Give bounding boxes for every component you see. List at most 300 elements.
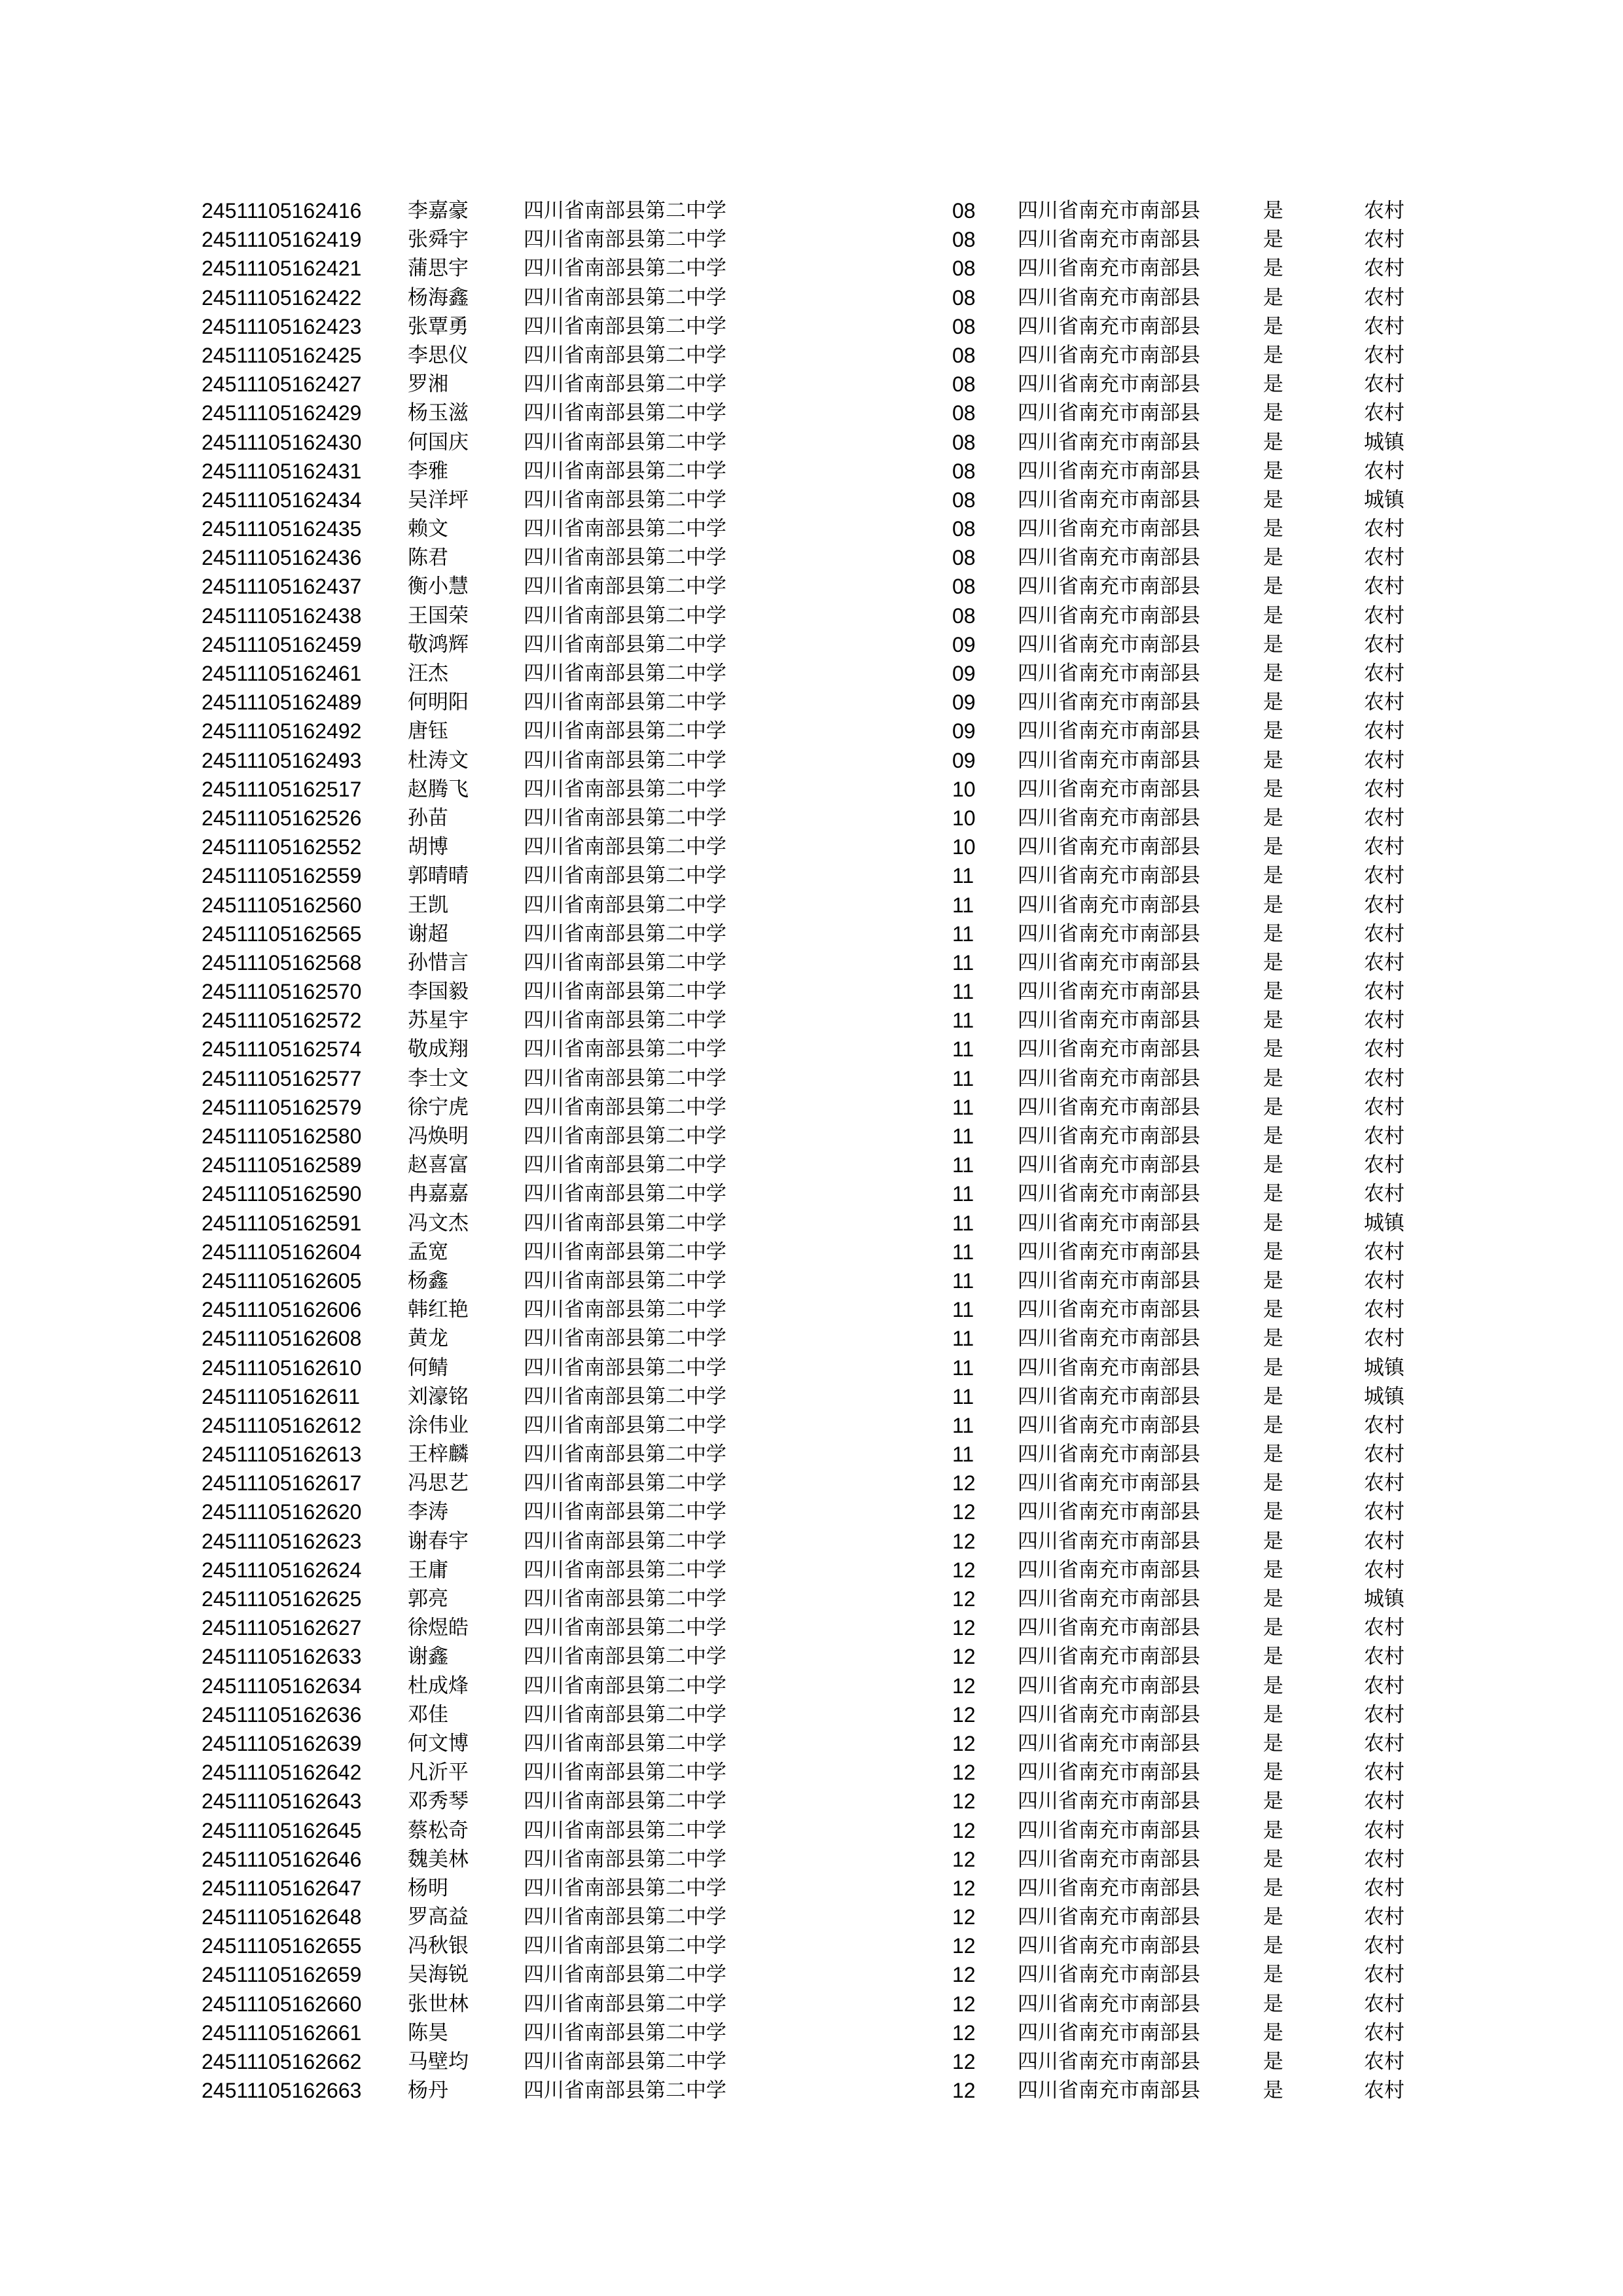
home-region: 四川省南充市南部县	[1018, 603, 1200, 628]
student-name: 凡沂平	[408, 1761, 469, 1785]
home-region: 四川省南充市南部县	[1018, 199, 1200, 223]
residence-type: 农村	[1364, 1124, 1404, 1148]
table-row	[202, 1440, 1432, 1469]
student-name: 赵腾飞	[408, 777, 469, 801]
residence-type: 农村	[1364, 1616, 1404, 1640]
eligibility-flag: 是	[1263, 1298, 1283, 1322]
student-id: 24511105162459	[202, 632, 362, 656]
student-name: 何鲭	[408, 1355, 448, 1380]
table-row	[202, 1179, 1432, 1208]
table-row	[202, 196, 1432, 225]
table-row	[202, 1266, 1432, 1295]
table-row	[202, 1556, 1432, 1585]
student-id: 24511105162611	[202, 1384, 361, 1408]
class-number: 08	[952, 459, 976, 483]
student-name: 王庸	[408, 1558, 448, 1582]
school-name: 四川省南部县第二中学	[524, 1327, 726, 1351]
residence-type: 农村	[1364, 1818, 1404, 1842]
home-region: 四川省南充市南部县	[1018, 1413, 1200, 1437]
school-name: 四川省南部县第二中学	[524, 228, 726, 252]
student-id: 24511105162421	[202, 257, 362, 281]
eligibility-flag: 是	[1263, 719, 1283, 744]
student-name: 张世林	[408, 1992, 469, 2016]
residence-type: 城镇	[1364, 488, 1404, 512]
home-region: 四川省南充市南部县	[1018, 1587, 1200, 1611]
school-name: 四川省南部县第二中学	[524, 343, 726, 367]
home-region: 四川省南充市南部县	[1018, 1731, 1200, 1755]
home-region: 四川省南充市南部县	[1018, 922, 1200, 946]
student-id: 24511105162636	[202, 1702, 362, 1727]
student-id: 24511105162577	[202, 1066, 362, 1090]
table-row	[202, 1354, 1432, 1382]
student-id: 24511105162489	[202, 691, 362, 715]
class-number: 08	[952, 430, 976, 454]
class-number: 10	[952, 835, 976, 859]
eligibility-flag: 是	[1263, 1645, 1283, 1669]
table-row	[202, 891, 1432, 920]
home-region: 四川省南充市南部县	[1018, 719, 1200, 744]
school-name: 四川省南部县第二中学	[524, 199, 726, 223]
student-id: 24511105162627	[202, 1616, 362, 1640]
school-name: 四川省南部县第二中学	[524, 372, 726, 397]
residence-type: 农村	[1364, 228, 1404, 252]
residence-type: 农村	[1364, 546, 1404, 570]
school-name: 四川省南部县第二中学	[524, 1761, 726, 1785]
student-id: 24511105162431	[202, 459, 362, 483]
class-number: 12	[952, 1731, 976, 1755]
home-region: 四川省南充市南部县	[1018, 2050, 1200, 2073]
student-id: 24511105162591	[202, 1211, 362, 1235]
home-region: 四川省南充市南部县	[1018, 343, 1200, 367]
eligibility-flag: 是	[1263, 546, 1283, 570]
school-name: 四川省南部县第二中学	[524, 1818, 726, 1842]
student-id: 24511105162620	[202, 1500, 362, 1524]
student-name: 冯思艺	[408, 1471, 469, 1496]
student-name: 李雅	[408, 459, 448, 483]
student-name: 汪杰	[408, 662, 448, 685]
residence-type: 农村	[1364, 719, 1404, 744]
residence-type: 农村	[1364, 1992, 1404, 2016]
student-name: 罗湘	[408, 372, 448, 397]
home-region: 四川省南充市南部县	[1018, 285, 1200, 310]
class-number: 12	[952, 1645, 976, 1669]
residence-type: 农村	[1364, 1327, 1404, 1351]
school-name: 四川省南部县第二中学	[524, 1847, 726, 1871]
student-id: 24511105162416	[202, 199, 362, 223]
residence-type: 农村	[1364, 1905, 1404, 1929]
class-number: 11	[952, 1384, 974, 1408]
student-id: 24511105162435	[202, 517, 362, 541]
table-row	[202, 514, 1432, 543]
eligibility-flag: 是	[1263, 2050, 1283, 2073]
eligibility-flag: 是	[1263, 2020, 1283, 2045]
class-number: 08	[952, 603, 976, 628]
student-id: 24511105162639	[202, 1731, 362, 1755]
home-region: 四川省南充市南部县	[1018, 1355, 1200, 1380]
residence-type: 农村	[1364, 835, 1404, 859]
table-row	[202, 920, 1432, 948]
table-row	[202, 833, 1432, 861]
table-row	[202, 1093, 1432, 1122]
student-id: 24511105162643	[202, 1789, 362, 1814]
table-row	[202, 1238, 1432, 1266]
eligibility-flag: 是	[1263, 314, 1283, 338]
eligibility-flag: 是	[1263, 430, 1283, 454]
table-row	[202, 977, 1432, 1006]
student-id: 24511105162568	[202, 950, 362, 975]
student-id: 24511105162605	[202, 1268, 362, 1293]
class-number: 10	[952, 777, 976, 801]
eligibility-flag: 是	[1263, 922, 1283, 946]
eligibility-flag: 是	[1263, 199, 1283, 223]
eligibility-flag: 是	[1263, 1847, 1283, 1871]
home-region: 四川省南充市南部县	[1018, 1789, 1200, 1814]
table-row	[202, 804, 1432, 833]
class-number: 09	[952, 691, 976, 715]
home-region: 四川省南充市南部县	[1018, 1616, 1200, 1640]
home-region: 四川省南充市南部县	[1018, 372, 1200, 397]
school-name: 四川省南部县第二中学	[524, 1702, 726, 1727]
home-region: 四川省南充市南部县	[1018, 1095, 1200, 1119]
school-name: 四川省南部县第二中学	[524, 1934, 726, 1958]
school-name: 四川省南部县第二中学	[524, 517, 726, 541]
class-number: 11	[952, 1327, 974, 1351]
student-id: 24511105162579	[202, 1095, 362, 1119]
eligibility-flag: 是	[1263, 1182, 1283, 1206]
student-name: 杨玉滋	[408, 401, 469, 425]
student-id: 24511105162617	[202, 1471, 362, 1496]
home-region: 四川省南充市南部县	[1018, 662, 1200, 685]
student-name: 李士文	[408, 1066, 469, 1090]
student-roster-table	[202, 196, 1432, 2105]
table-row	[202, 1672, 1432, 1700]
school-name: 四川省南部县第二中学	[524, 1645, 726, 1669]
eligibility-flag: 是	[1263, 1500, 1283, 1524]
class-number: 09	[952, 632, 976, 656]
residence-type: 城镇	[1364, 1587, 1404, 1611]
residence-type: 农村	[1364, 980, 1404, 1004]
student-name: 陈昊	[408, 2020, 448, 2045]
table-row	[202, 746, 1432, 775]
home-region: 四川省南充市南部县	[1018, 401, 1200, 425]
class-number: 11	[952, 1443, 974, 1467]
residence-type: 农村	[1364, 1153, 1404, 1177]
residence-type: 农村	[1364, 1876, 1404, 1900]
class-number: 11	[952, 1037, 974, 1062]
school-name: 四川省南部县第二中学	[524, 748, 726, 772]
home-region: 四川省南充市南部县	[1018, 864, 1200, 888]
student-name: 刘濠铭	[408, 1384, 469, 1408]
home-region: 四川省南充市南部县	[1018, 1876, 1200, 1900]
class-number: 09	[952, 719, 976, 744]
student-id: 24511105162429	[202, 401, 362, 425]
residence-type: 农村	[1364, 459, 1404, 483]
eligibility-flag: 是	[1263, 950, 1283, 975]
school-name: 四川省南部县第二中学	[524, 1240, 726, 1264]
residence-type: 农村	[1364, 1529, 1404, 1553]
class-number: 12	[952, 1876, 976, 1900]
school-name: 四川省南部县第二中学	[524, 285, 726, 310]
student-name: 徐宁虎	[408, 1095, 469, 1119]
residence-type: 农村	[1364, 575, 1404, 599]
student-id: 24511105162425	[202, 343, 362, 367]
table-row	[202, 1642, 1432, 1671]
residence-type: 农村	[1364, 1443, 1404, 1467]
home-region: 四川省南充市南部县	[1018, 1992, 1200, 2016]
class-number: 12	[952, 1702, 976, 1727]
student-name: 杨鑫	[408, 1268, 448, 1293]
school-name: 四川省南部县第二中学	[524, 257, 726, 281]
residence-type: 农村	[1364, 1847, 1404, 1871]
residence-type: 农村	[1364, 1761, 1404, 1785]
eligibility-flag: 是	[1263, 835, 1283, 859]
residence-type: 农村	[1364, 1037, 1404, 1062]
student-id: 24511105162438	[202, 603, 362, 628]
table-row	[202, 717, 1432, 745]
student-id: 24511105162648	[202, 1905, 362, 1929]
student-id: 24511105162570	[202, 980, 362, 1004]
student-id: 24511105162604	[202, 1240, 362, 1264]
table-row	[202, 572, 1432, 601]
home-region: 四川省南充市南部县	[1018, 257, 1200, 281]
student-id: 24511105162660	[202, 1992, 362, 2016]
table-row	[202, 399, 1432, 427]
eligibility-flag: 是	[1263, 1327, 1283, 1351]
student-name: 王国荣	[408, 603, 469, 628]
student-id: 24511105162574	[202, 1037, 362, 1062]
home-region: 四川省南充市南部县	[1018, 1009, 1200, 1033]
table-row	[202, 486, 1432, 514]
school-name: 四川省南部县第二中学	[524, 893, 726, 917]
residence-type: 农村	[1364, 1500, 1404, 1524]
class-number: 08	[952, 401, 976, 425]
table-row	[202, 225, 1432, 254]
class-number: 08	[952, 546, 976, 570]
student-name: 衡小慧	[408, 575, 469, 599]
student-name: 陈君	[408, 546, 448, 570]
home-region: 四川省南充市南部县	[1018, 1298, 1200, 1322]
table-row	[202, 370, 1432, 399]
eligibility-flag: 是	[1263, 1789, 1283, 1814]
table-row	[202, 283, 1432, 312]
eligibility-flag: 是	[1263, 1963, 1283, 1987]
class-number: 12	[952, 1761, 976, 1785]
table-row	[202, 1990, 1432, 2018]
school-name: 四川省南部县第二中学	[524, 1095, 726, 1119]
eligibility-flag: 是	[1263, 1616, 1283, 1640]
eligibility-flag: 是	[1263, 2079, 1283, 2103]
home-region: 四川省南充市南部县	[1018, 546, 1200, 570]
residence-type: 农村	[1364, 777, 1404, 801]
table-row	[202, 543, 1432, 572]
residence-type: 城镇	[1364, 1211, 1404, 1235]
student-name: 敬鸿辉	[408, 632, 469, 656]
school-name: 四川省南部县第二中学	[524, 1037, 726, 1062]
school-name: 四川省南部县第二中学	[524, 835, 726, 859]
table-row	[202, 312, 1432, 341]
home-region: 四川省南充市南部县	[1018, 314, 1200, 338]
table-row	[202, 1064, 1432, 1093]
student-name: 李涛	[408, 1500, 448, 1524]
class-number: 08	[952, 575, 976, 599]
student-name: 徐煜皓	[408, 1616, 469, 1640]
class-number: 12	[952, 1818, 976, 1842]
residence-type: 农村	[1364, 1066, 1404, 1090]
student-id: 24511105162645	[202, 1818, 362, 1842]
table-row	[202, 1787, 1432, 1816]
table-row	[202, 1411, 1432, 1440]
student-id: 24511105162560	[202, 893, 362, 917]
student-name: 黄龙	[408, 1327, 448, 1351]
residence-type: 农村	[1364, 1240, 1404, 1264]
residence-type: 农村	[1364, 1009, 1404, 1033]
school-name: 四川省南部县第二中学	[524, 1211, 726, 1235]
student-name: 韩红艳	[408, 1298, 469, 1322]
class-number: 12	[952, 1500, 976, 1524]
school-name: 四川省南部县第二中学	[524, 1789, 726, 1814]
class-number: 11	[952, 1095, 974, 1119]
student-name: 冯文杰	[408, 1211, 469, 1235]
home-region: 四川省南充市南部县	[1018, 1471, 1200, 1496]
student-name: 涂伟业	[408, 1413, 469, 1437]
student-name: 苏星宇	[408, 1009, 469, 1033]
table-row	[202, 1729, 1432, 1758]
class-number: 09	[952, 748, 976, 772]
class-number: 12	[952, 2020, 976, 2045]
school-name: 四川省南部县第二中学	[524, 1731, 726, 1755]
class-number: 11	[952, 1413, 974, 1437]
eligibility-flag: 是	[1263, 1529, 1283, 1553]
class-number: 10	[952, 806, 976, 830]
home-region: 四川省南充市南部县	[1018, 1963, 1200, 1987]
class-number: 08	[952, 257, 976, 281]
home-region: 四川省南充市南部县	[1018, 1905, 1200, 1929]
student-name: 李思仪	[408, 343, 469, 367]
student-name: 孙苗	[408, 806, 448, 830]
school-name: 四川省南部县第二中学	[524, 980, 726, 1004]
school-name: 四川省南部县第二中学	[524, 864, 726, 888]
student-id: 24511105162461	[202, 662, 362, 685]
home-region: 四川省南充市南部县	[1018, 1702, 1200, 1727]
class-number: 11	[952, 1240, 974, 1264]
home-region: 四川省南充市南部县	[1018, 1066, 1200, 1090]
class-number: 12	[952, 1616, 976, 1640]
class-number: 12	[952, 1934, 976, 1958]
school-name: 四川省南部县第二中学	[524, 1413, 726, 1437]
eligibility-flag: 是	[1263, 1731, 1283, 1755]
class-number: 12	[952, 1471, 976, 1496]
class-number: 09	[952, 662, 976, 685]
class-number: 08	[952, 517, 976, 541]
table-row	[202, 1700, 1432, 1729]
student-name: 谢鑫	[408, 1645, 448, 1669]
school-name: 四川省南部县第二中学	[524, 2020, 726, 2045]
student-name: 孙惜言	[408, 950, 469, 975]
eligibility-flag: 是	[1263, 1471, 1283, 1496]
eligibility-flag: 是	[1263, 343, 1283, 367]
class-number: 08	[952, 199, 976, 223]
student-id: 24511105162662	[202, 2050, 362, 2073]
eligibility-flag: 是	[1263, 1124, 1283, 1148]
residence-type: 农村	[1364, 1095, 1404, 1119]
student-name: 王凯	[408, 893, 448, 917]
class-number: 11	[952, 1355, 974, 1380]
school-name: 四川省南部县第二中学	[524, 603, 726, 628]
table-row	[202, 341, 1432, 370]
table-row	[202, 2047, 1432, 2076]
student-name: 杨丹	[408, 2079, 448, 2103]
student-name: 吴海锐	[408, 1963, 469, 1987]
home-region: 四川省南充市南部县	[1018, 459, 1200, 483]
residence-type: 农村	[1364, 1182, 1404, 1206]
student-name: 张覃勇	[408, 314, 469, 338]
school-name: 四川省南部县第二中学	[524, 1992, 726, 2016]
eligibility-flag: 是	[1263, 1674, 1283, 1698]
school-name: 四川省南部县第二中学	[524, 2050, 726, 2073]
home-region: 四川省南充市南部县	[1018, 1674, 1200, 1698]
residence-type: 农村	[1364, 1674, 1404, 1698]
table-row	[202, 1122, 1432, 1151]
residence-type: 农村	[1364, 691, 1404, 715]
home-region: 四川省南充市南部县	[1018, 806, 1200, 830]
student-name: 冯焕明	[408, 1124, 469, 1148]
table-row	[202, 1903, 1432, 1931]
home-region: 四川省南充市南部县	[1018, 1240, 1200, 1264]
home-region: 四川省南充市南部县	[1018, 1500, 1200, 1524]
school-name: 四川省南部县第二中学	[524, 314, 726, 338]
home-region: 四川省南充市南部县	[1018, 2079, 1200, 2103]
home-region: 四川省南充市南部县	[1018, 1761, 1200, 1785]
residence-type: 农村	[1364, 950, 1404, 975]
student-name: 魏美林	[408, 1847, 469, 1871]
eligibility-flag: 是	[1263, 662, 1283, 685]
eligibility-flag: 是	[1263, 748, 1283, 772]
school-name: 四川省南部县第二中学	[524, 1298, 726, 1322]
table-row	[202, 1613, 1432, 1642]
class-number: 11	[952, 893, 974, 917]
table-row	[202, 1931, 1432, 1960]
table-row	[202, 659, 1432, 688]
eligibility-flag: 是	[1263, 1876, 1283, 1900]
student-name: 张舜宇	[408, 228, 469, 252]
home-region: 四川省南充市南部县	[1018, 980, 1200, 1004]
class-number: 08	[952, 372, 976, 397]
table-row	[202, 861, 1432, 890]
home-region: 四川省南充市南部县	[1018, 517, 1200, 541]
school-name: 四川省南部县第二中学	[524, 488, 726, 512]
student-name: 李国毅	[408, 980, 469, 1004]
eligibility-flag: 是	[1263, 459, 1283, 483]
residence-type: 农村	[1364, 893, 1404, 917]
home-region: 四川省南充市南部县	[1018, 575, 1200, 599]
school-name: 四川省南部县第二中学	[524, 691, 726, 715]
student-name: 杜成烽	[408, 1674, 469, 1698]
class-number: 12	[952, 1529, 976, 1553]
residence-type: 农村	[1364, 1702, 1404, 1727]
class-number: 12	[952, 1992, 976, 2016]
student-name: 冉嘉嘉	[408, 1182, 469, 1206]
residence-type: 农村	[1364, 603, 1404, 628]
table-row	[202, 1758, 1432, 1787]
residence-type: 城镇	[1364, 1384, 1404, 1408]
school-name: 四川省南部县第二中学	[524, 575, 726, 599]
residence-type: 农村	[1364, 632, 1404, 656]
student-id: 24511105162610	[202, 1355, 362, 1380]
residence-type: 农村	[1364, 314, 1404, 338]
school-name: 四川省南部县第二中学	[524, 1587, 726, 1611]
table-row	[202, 1816, 1432, 1845]
student-id: 24511105162642	[202, 1761, 362, 1785]
